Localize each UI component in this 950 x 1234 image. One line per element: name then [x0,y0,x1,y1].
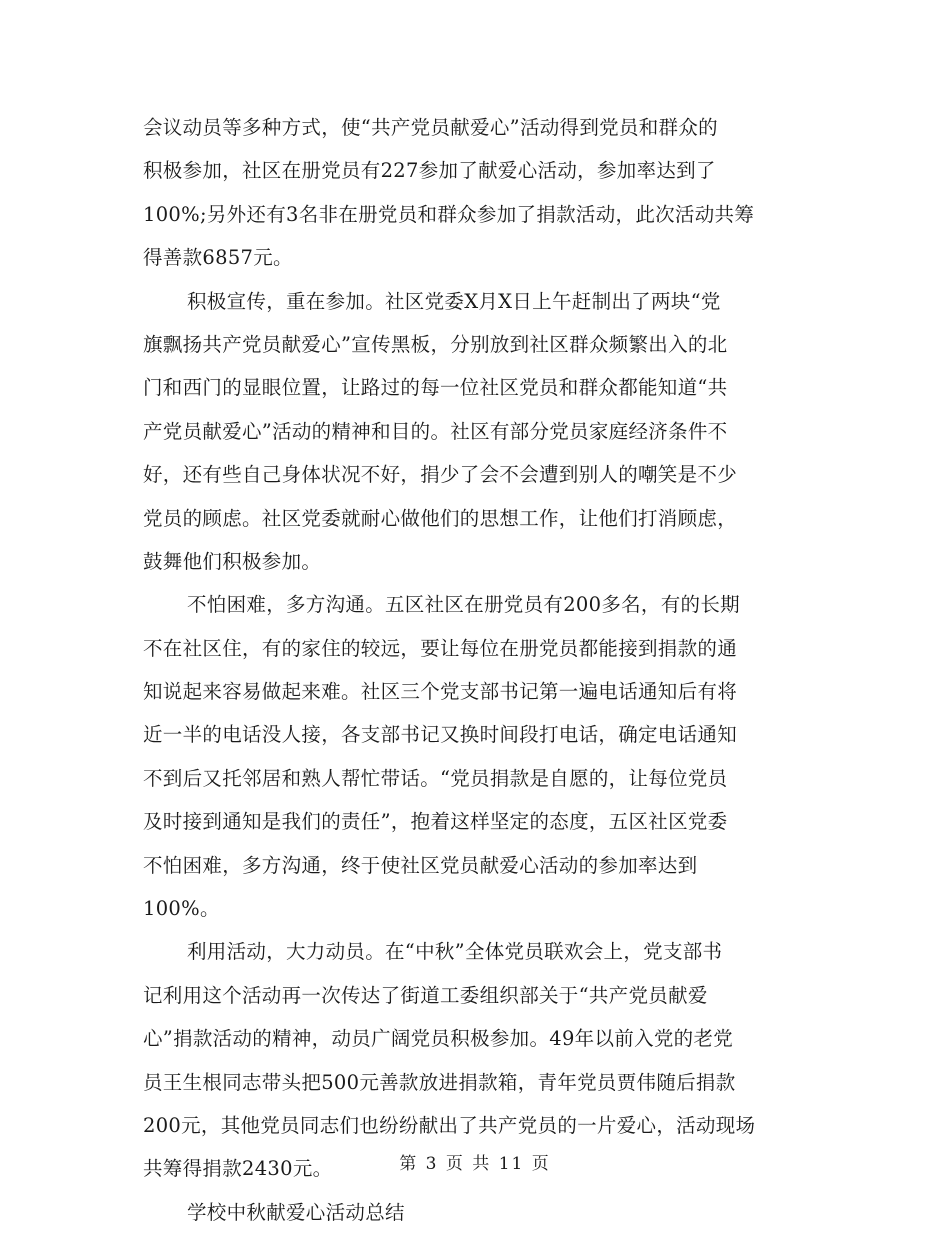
document-body [143,106,811,1234]
paragraph-line: 利用活动，大力动员。在“中秋”全体党员联欢会上，党支部书 [187,940,723,964]
paragraph-line: 不怕困难，多方沟通。五区社区在册党员有200多名，有的长期 [187,593,740,617]
paragraph-line: 积极宣传，重在参加。社区党委X月X日上午赶制出了两块“党 [187,289,721,313]
section-heading: 学校中秋献爱心活动总结 [187,1200,405,1224]
paragraph-line: 共筹得捐款2430元。 [143,1157,333,1181]
paragraph-line: 党员的顾虑。社区党委就耐心做他们的思想工作，让他们打消顾虑， [143,506,738,530]
paragraph-line: 不到后又托邻居和熟人帮忙带话。“党员捐款是自愿的，让每位党员 [143,766,728,790]
paragraph-line: 得善款6857元。 [143,246,293,270]
paragraph-line: 好，还有些自己身体状况不好，捐少了会不会遭到别人的嘲笑是不少 [143,463,738,487]
paragraph-line: 及时接到通知是我们的责任”，抱着这样坚定的态度，五区社区党委 [143,810,728,834]
paragraph-line: 100%;另外还有3名非在册党员和群众参加了捐款活动，此次活动共筹 [143,202,755,226]
paragraph-line: 旗飘扬共产党员献爱心”宣传黑板，分别放到社区群众频繁出入的北 [143,332,728,356]
paragraph-line: 不怕困难，多方沟通，终于使社区党员献爱心活动的参加率达到 [143,853,698,877]
paragraph-line: 产党员献爱心”活动的精神和目的。社区有部分党员家庭经济条件不 [143,419,728,443]
paragraph-line: 200元，其他党员同志们也纷纷献出了共产党员的一片爱心，活动现场 [143,1113,756,1137]
paragraph-line: 员王生根同志带头把500元善款放进捐款箱，青年党员贾伟随后捐款 [143,1070,736,1094]
page-number-footer: 第 3 页 共 11 页 [399,1154,551,1174]
paragraph-line: 不在社区住，有的家住的较远，要让每位在册党员都能接到捐款的通 [143,636,738,660]
paragraph-line: 心”捐款活动的精神，动员广阔党员积极参加。49年以前入党的老党 [143,1027,734,1051]
paragraph-line: 知说起来容易做起来难。社区三个党支部书记第一遍电话通知后有将 [143,680,738,704]
paragraph-line: 鼓舞他们积极参加。 [143,549,322,573]
paragraph-line: 会议动员等多种方式，使“共产党员献爱心”活动得到党员和群众的 [143,116,718,139]
paragraph-line: 记利用这个活动再一次传达了街道工委组织部关于“共产党员献爱 [143,983,708,1007]
paragraph-line: 近一半的电话没人接，各支部书记又换时间段打电话，确定电话通知 [143,723,738,747]
paragraph-line: 门和西门的显眼位置，让路过的每一位社区党员和群众都能知道“共 [143,376,728,400]
paragraph-line: 积极参加，社区在册党员有227参加了献爱心活动，参加率达到了 [143,159,716,183]
paragraph-line: 100%。 [143,897,220,921]
